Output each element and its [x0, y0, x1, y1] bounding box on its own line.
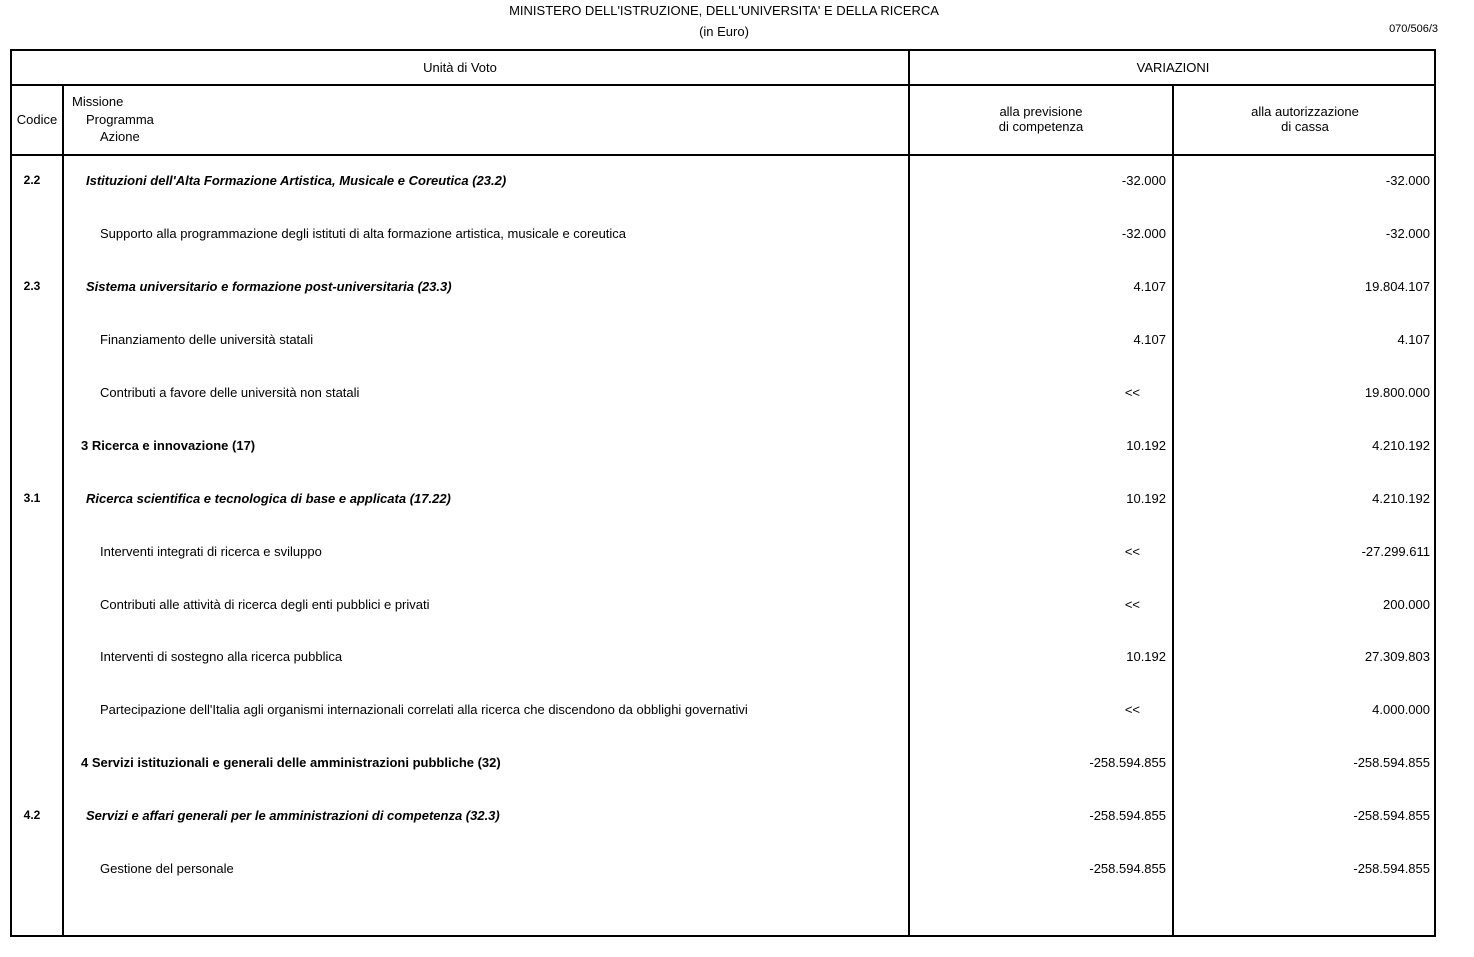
row-cassa: 19.804.107 — [1364, 279, 1430, 294]
row-cassa: 4.210.192 — [1372, 438, 1430, 453]
row-cassa: 19.800.000 — [1364, 385, 1430, 400]
row-competenza: -258.594.855 — [1089, 861, 1166, 876]
row-competenza: 10.192 — [1126, 491, 1166, 506]
table-row — [10, 861, 1436, 881]
row-code: 4.2 — [23, 808, 41, 822]
row-cassa: -32.000 — [1385, 226, 1430, 241]
table-row — [10, 279, 1436, 299]
table-row — [10, 385, 1436, 405]
document-reference: 070/506/3 — [1389, 23, 1438, 35]
table-row — [10, 808, 1436, 828]
table-row — [10, 755, 1436, 775]
table-row — [10, 173, 1436, 193]
row-cassa: 4.000.000 — [1372, 702, 1430, 717]
row-competenza: << — [1124, 702, 1140, 717]
row-competenza: 4.107 — [1133, 332, 1166, 347]
row-label: Ricerca scientifica e tecnologica di base e applicata (17.22) — [86, 491, 451, 506]
col-header-previsione — [910, 104, 1172, 134]
table-row — [10, 702, 1436, 722]
row-code: 3.1 — [23, 491, 41, 505]
row-label: Partecipazione dell'Italia agli organismi internazionali correlati alla ricerca che discendono da obblighi governativi — [100, 702, 748, 717]
col-header-azione: Azione — [100, 129, 140, 144]
row-competenza: 10.192 — [1126, 438, 1166, 453]
table-row — [10, 544, 1436, 564]
row-cassa: -258.594.855 — [1353, 755, 1430, 770]
row-competenza: 10.192 — [1126, 649, 1166, 664]
row-competenza: -258.594.855 — [1089, 808, 1166, 823]
row-cassa: 27.309.803 — [1364, 649, 1430, 664]
row-label: Contributi alle attività di ricerca degli enti pubblici e privati — [100, 597, 430, 612]
table-row — [10, 597, 1436, 617]
col-header-variazioni: VARIAZIONI — [1136, 60, 1210, 75]
row-label: 3 Ricerca e innovazione (17) — [81, 438, 256, 453]
row-cassa: 4.210.192 — [1372, 491, 1430, 506]
table-row — [10, 649, 1436, 669]
col-header-previsione-line2: di competenza — [998, 119, 1084, 134]
col-header-autorizzazione-line1: alla autorizzazione — [1251, 104, 1359, 119]
row-cassa: -27.299.611 — [1361, 544, 1430, 559]
row-label: Finanziamento delle università statali — [100, 332, 314, 347]
row-label: Gestione del personale — [100, 861, 234, 876]
row-code: 2.3 — [23, 279, 41, 293]
table-row — [10, 226, 1436, 246]
row-cassa: 4.107 — [1397, 332, 1430, 347]
header-bottom-divider — [10, 154, 1436, 156]
table-row — [10, 332, 1436, 352]
col-header-unita-di-voto: Unità di Voto — [423, 60, 497, 75]
row-cassa: -258.594.855 — [1353, 808, 1430, 823]
row-cassa: 200.000 — [1383, 597, 1430, 612]
col-header-codice: Codice — [16, 112, 58, 127]
table-row — [10, 491, 1436, 511]
row-code: 2.2 — [23, 173, 41, 187]
row-competenza: << — [1124, 544, 1140, 559]
row-label: Interventi integrati di ricerca e sviluppo — [100, 544, 322, 559]
row-label: Servizi e affari generali per le amministrazioni di competenza (32.3) — [86, 808, 500, 823]
row-label: Interventi di sostegno alla ricerca pubblica — [100, 649, 343, 664]
row-competenza: -32.000 — [1121, 173, 1166, 188]
col-header-previsione-line1: alla previsione — [999, 104, 1083, 119]
row-competenza: -258.594.855 — [1089, 755, 1166, 770]
row-label: 4 Servizi istituzionali e generali delle amministrazioni pubbliche (32) — [81, 755, 501, 770]
col-header-missione: Missione — [72, 94, 124, 109]
document-subtitle: (in Euro) — [699, 24, 749, 39]
row-competenza: << — [1124, 385, 1140, 400]
table-row — [10, 438, 1436, 458]
row-label: Contributi a favore delle università non statali — [100, 385, 360, 400]
document-title: MINISTERO DELL'ISTRUZIONE, DELL'UNIVERSITA' E DELLA RICERCA — [509, 3, 939, 18]
row-cassa: -32.000 — [1385, 173, 1430, 188]
header-divider — [10, 84, 1436, 86]
row-label: Istituzioni dell'Alta Formazione Artistica, Musicale e Coreutica (23.2) — [86, 173, 507, 188]
col-header-autorizzazione — [1174, 104, 1436, 134]
row-competenza: << — [1124, 597, 1140, 612]
row-competenza: -32.000 — [1121, 226, 1166, 241]
col-header-programma: Programma — [86, 112, 154, 127]
row-competenza: 4.107 — [1133, 279, 1166, 294]
row-cassa: -258.594.855 — [1353, 861, 1430, 876]
row-label: Supporto alla programmazione degli istituti di alta formazione artistica, musicale e coreutica — [100, 226, 627, 241]
col-header-autorizzazione-line2: di cassa — [1281, 119, 1329, 134]
row-label: Sistema universitario e formazione post-universitaria (23.3) — [86, 279, 452, 294]
